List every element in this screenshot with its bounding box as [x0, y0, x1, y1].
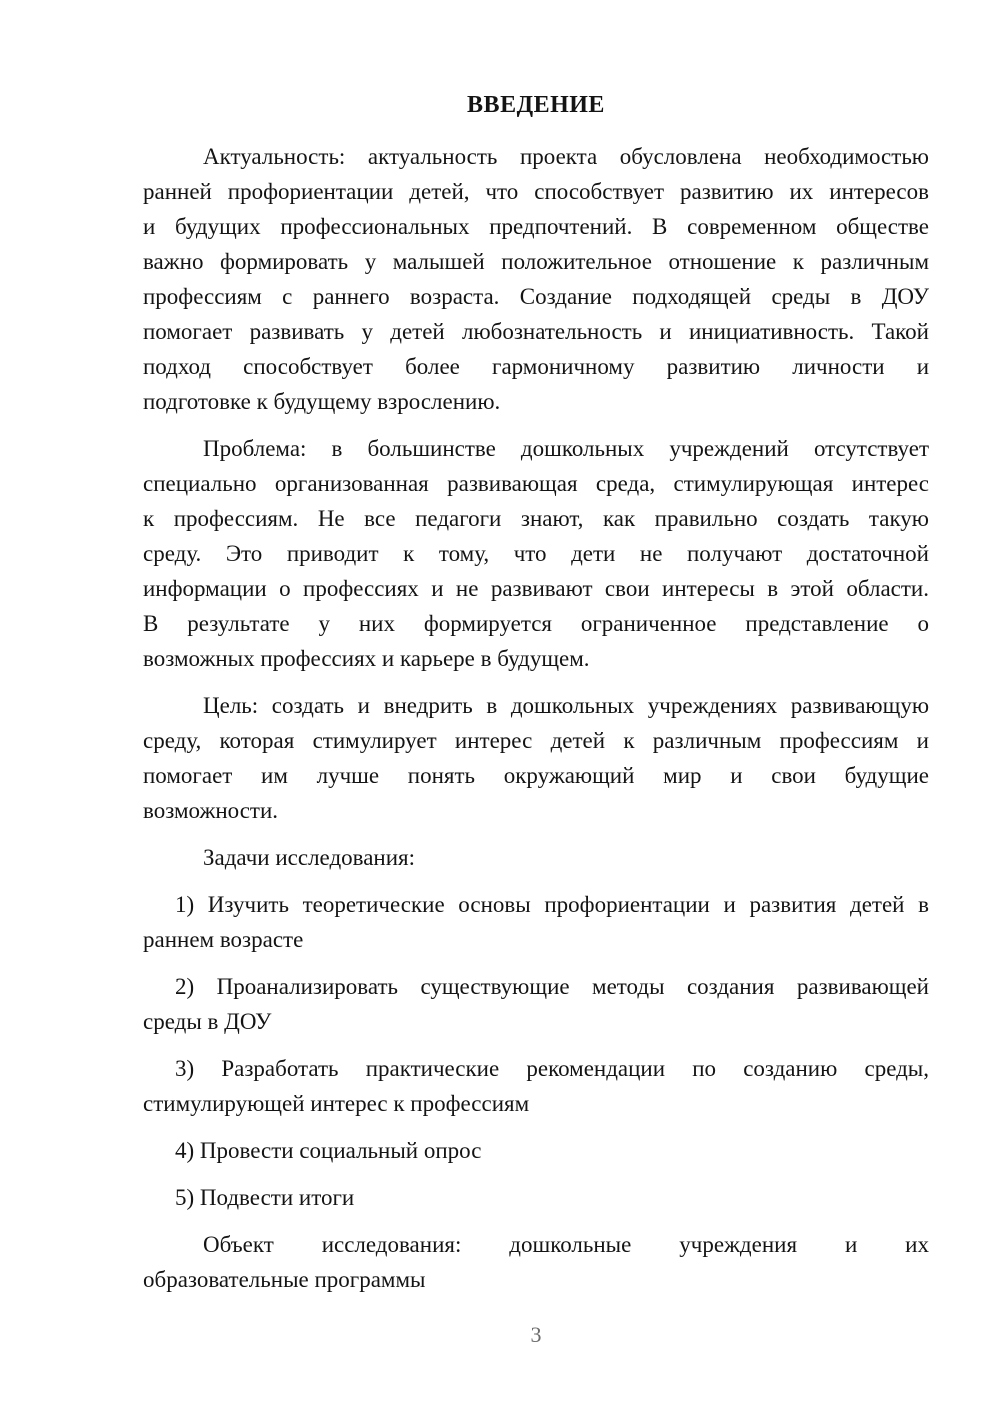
paragraph-aktualnost	[143, 139, 929, 419]
text-line: подход способствует более гармоничному развитию личности и	[143, 354, 929, 379]
text-line: возможных профессиях и карьере в будущем.	[143, 646, 590, 671]
page-title: ВВЕДЕНИЕ	[467, 92, 605, 118]
text-line: 4) Провести социальный опрос	[175, 1138, 482, 1163]
text-line: 2) Проанализировать существующие методы создания развивающей	[175, 974, 929, 999]
text-line: специально организованная развивающая среда, стимулирующая интерес	[143, 471, 929, 496]
text-line: информации о профессиях и не развивают свои интересы в этой области.	[143, 576, 929, 601]
text-line: среду. Это приводит к тому, что дети не получают достаточной	[143, 541, 929, 566]
paragraph-zadachi-header	[143, 840, 929, 875]
text-line: к профессиям. Не все педагоги знают, как правильно создать такую	[143, 506, 929, 531]
text-line: раннем возрасте	[143, 927, 304, 952]
list-item-1	[143, 887, 929, 957]
list-item-3	[143, 1051, 929, 1121]
text-line: Объект исследования: дошкольные учреждения и их	[203, 1232, 929, 1257]
text-line: возможности.	[143, 798, 279, 823]
text-line: помогает им лучше понять окружающий мир и свои будущие	[143, 763, 929, 788]
text-line: подготовке к будущему взрослению.	[143, 389, 501, 414]
text-line: профессиям с раннего возраста. Создание подходящей среды в ДОУ	[143, 284, 929, 309]
text-line: помогает развивать у детей любознательность и инициативность. Такой	[143, 319, 929, 344]
list-item-5	[143, 1180, 929, 1215]
text-line: среды в ДОУ	[143, 1009, 272, 1034]
text-line: 5) Подвести итоги	[175, 1185, 355, 1210]
list-item-2	[143, 969, 929, 1039]
paragraph-problema	[143, 431, 929, 676]
text-line: Задачи исследования:	[203, 845, 416, 870]
text-line: ранней профориентации детей, что способствует развитию их интересов	[143, 179, 929, 204]
paragraph-tsel	[143, 688, 929, 828]
text-line: Проблема: в большинстве дошкольных учреждений отсутствует	[203, 436, 929, 461]
text-line: важно формировать у малышей положительное отношение к различным	[143, 249, 929, 274]
text-line: Цель: создать и внедрить в дошкольных учреждениях развивающую	[203, 693, 929, 718]
paragraph-obekt	[143, 1227, 929, 1297]
page-number: 3	[530, 1322, 542, 1347]
text-column	[143, 0, 929, 1352]
text-line: стимулирующей интерес к профессиям	[143, 1091, 530, 1116]
text-line: Актуальность: актуальность проекта обусловлена необходимостью	[203, 144, 929, 169]
text-line: и будущих профессиональных предпочтений. В современном обществе	[143, 214, 929, 239]
text-line: среду, которая стимулирует интерес детей к различным профессиям и	[143, 728, 929, 753]
text-line: 1) Изучить теоретические основы профориентации и развития детей в	[175, 892, 929, 917]
list-item-4	[143, 1133, 929, 1168]
text-line: В результате у них формируется ограниченное представление о	[143, 611, 929, 636]
text-line: образовательные программы	[143, 1267, 426, 1292]
text-line: 3) Разработать практические рекомендации по созданию среды,	[175, 1056, 929, 1081]
